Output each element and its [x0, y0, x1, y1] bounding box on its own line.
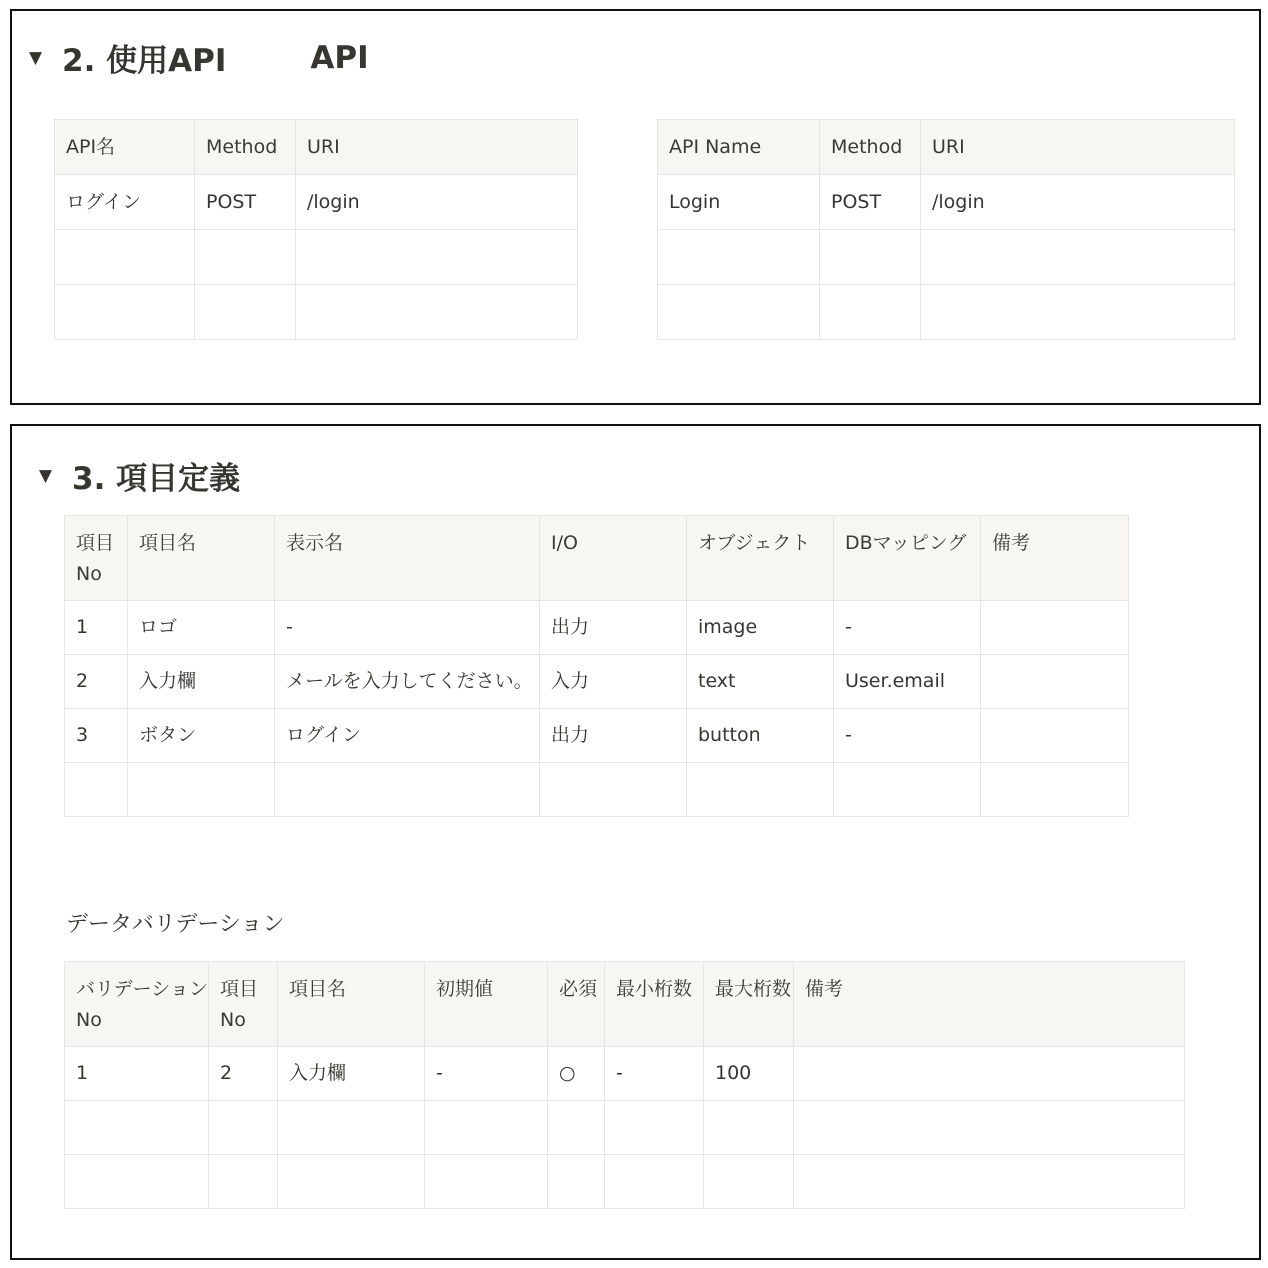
items-section-heading[interactable]: [39, 453, 240, 498]
column-header-label: I/O: [551, 532, 578, 554]
table-cell-value: [220, 1155, 266, 1166]
table-cell[interactable]: [65, 1101, 209, 1155]
table-cell[interactable]: [425, 1101, 548, 1155]
table-row: [65, 1101, 1185, 1155]
table-cell[interactable]: [195, 285, 296, 340]
table-cell[interactable]: [834, 655, 981, 709]
column-header[interactable]: [209, 962, 278, 1047]
table-cell-value: -: [616, 1062, 623, 1084]
table-cell[interactable]: [981, 601, 1129, 655]
table-cell[interactable]: [55, 230, 195, 285]
table-cell-value: POST: [206, 191, 257, 213]
table-cell[interactable]: [704, 1101, 794, 1155]
table-row: [65, 655, 1129, 709]
table-cell-value: [616, 1155, 692, 1166]
table-cell[interactable]: [296, 285, 578, 340]
toggle-triangle-icon[interactable]: ▼: [29, 47, 43, 68]
items-section-panel: [10, 424, 1261, 1260]
column-header-label: API名: [66, 136, 116, 158]
table-cell-value: 100: [715, 1062, 752, 1084]
table-cell-value: ○: [559, 1062, 576, 1084]
column-header-label: 項目: [220, 978, 259, 1000]
items-section-title: 3. 項目定義: [72, 461, 241, 497]
table-cell-value: /login: [307, 191, 360, 213]
column-header-label: 項目名: [289, 978, 347, 1000]
table-cell[interactable]: [128, 655, 275, 709]
table-cell-value: ロゴ: [139, 616, 178, 638]
column-header-label: 項目: [76, 532, 115, 554]
table-row: [65, 601, 1129, 655]
table-cell-value: [715, 1101, 782, 1112]
table-cell-value: [307, 285, 566, 297]
column-header[interactable]: [540, 516, 687, 601]
table-cell[interactable]: [687, 655, 834, 709]
table-cell-value: [76, 1101, 197, 1112]
toggle-triangle-icon[interactable]: ▼: [39, 465, 53, 486]
table-row: [658, 175, 1235, 230]
table-cell[interactable]: [921, 285, 1235, 340]
table-row: [658, 230, 1235, 285]
table-cell-value: 出力: [551, 724, 590, 746]
table-cell[interactable]: [55, 285, 195, 340]
table-cell-value: [559, 1155, 593, 1166]
table-cell[interactable]: [278, 1155, 425, 1209]
table-cell-value: button: [698, 724, 761, 746]
table-cell[interactable]: [658, 230, 820, 285]
table-cell[interactable]: [820, 175, 921, 230]
table-header-row: [65, 516, 1129, 601]
table-cell[interactable]: [687, 709, 834, 763]
column-header-label: 備考: [992, 532, 1031, 554]
table-cell-value: ボタン: [139, 724, 197, 746]
table-cell[interactable]: [820, 285, 921, 340]
table-cell[interactable]: [65, 601, 128, 655]
column-header[interactable]: [820, 120, 921, 175]
table-cell[interactable]: [55, 175, 195, 230]
table-cell[interactable]: [275, 709, 540, 763]
table-cell[interactable]: [296, 175, 578, 230]
column-header-label: 最大桁数: [715, 978, 792, 1000]
table-cell[interactable]: [540, 655, 687, 709]
table-cell-value: [286, 763, 528, 774]
table-cell[interactable]: [605, 1101, 704, 1155]
table-cell-value: [559, 1101, 593, 1112]
table-cell-value: Login: [669, 191, 721, 213]
table-cell[interactable]: [195, 175, 296, 230]
table-cell-value: [715, 1155, 782, 1166]
table-cell[interactable]: [658, 175, 820, 230]
table-row: [55, 175, 578, 230]
table-cell[interactable]: [981, 709, 1129, 763]
table-cell-value: メールを入力してください。: [286, 670, 533, 692]
column-header[interactable]: [834, 516, 981, 601]
table-cell[interactable]: [65, 655, 128, 709]
table-cell-value: 入力: [551, 670, 590, 692]
column-header-label: バリデーション: [76, 978, 208, 1000]
api-section-heading[interactable]: [29, 35, 369, 80]
table-cell-value: -: [286, 616, 293, 638]
table-cell-value: [669, 230, 808, 242]
column-header-label: 項目名: [139, 532, 197, 554]
table-cell-value: [992, 709, 1117, 720]
table-cell[interactable]: [981, 655, 1129, 709]
column-header-label: 初期値: [436, 978, 494, 1000]
table-cell[interactable]: [540, 763, 687, 817]
table-cell-value: 3: [76, 724, 89, 746]
table-cell[interactable]: [794, 1101, 1185, 1155]
column-header-label: No: [76, 1009, 102, 1031]
column-header[interactable]: [65, 962, 209, 1047]
table-cell-value: [831, 230, 909, 242]
table-cell[interactable]: [658, 285, 820, 340]
table-header-row: [65, 962, 1185, 1047]
table-cell-value: [932, 285, 1223, 297]
table-cell-value: 入力欄: [289, 1062, 347, 1084]
api-section-title: 2. 使用API: [62, 43, 227, 79]
column-header-label: Method: [206, 136, 278, 158]
table-cell[interactable]: [834, 601, 981, 655]
table-cell-value: image: [698, 616, 758, 638]
table-cell[interactable]: [128, 763, 275, 817]
table-cell[interactable]: [605, 1155, 704, 1209]
column-header-label: No: [76, 563, 102, 585]
table-cell[interactable]: [65, 763, 128, 817]
table-row: [55, 230, 578, 285]
table-cell-value: [206, 285, 284, 297]
table-cell-value: [831, 285, 909, 297]
table-cell[interactable]: [128, 709, 275, 763]
items-definition-table: [64, 515, 1129, 817]
table-cell[interactable]: [209, 1047, 278, 1101]
api-section-title-suffix: API: [310, 39, 369, 76]
table-cell-value: /login: [932, 191, 985, 213]
table-row: [658, 285, 1235, 340]
table-cell[interactable]: [425, 1155, 548, 1209]
column-header[interactable]: [921, 120, 1235, 175]
column-header-label: 表示名: [286, 532, 344, 554]
table-cell-value: 入力欄: [139, 670, 197, 692]
column-header-label: 必須: [559, 978, 598, 1000]
validation-subheading: データバリデーション: [66, 912, 285, 937]
table-cell-value: [551, 763, 675, 774]
table-header-row: [658, 120, 1235, 175]
table-cell-value: [992, 763, 1117, 774]
table-row: [65, 1047, 1185, 1101]
table-cell-value: 1: [76, 616, 89, 638]
table-cell-value: [289, 1101, 413, 1112]
column-header[interactable]: [605, 962, 704, 1047]
column-header[interactable]: [128, 516, 275, 601]
column-header[interactable]: [981, 516, 1129, 601]
column-header-label: DBマッピング: [845, 532, 967, 554]
table-cell[interactable]: [548, 1155, 605, 1209]
table-cell[interactable]: [65, 709, 128, 763]
table-cell-value: [307, 230, 566, 242]
table-cell[interactable]: [278, 1101, 425, 1155]
column-header[interactable]: [55, 120, 195, 175]
table-cell[interactable]: [296, 230, 578, 285]
table-cell[interactable]: [687, 601, 834, 655]
table-cell-value: -: [845, 724, 852, 746]
table-cell-value: [698, 763, 822, 774]
table-cell[interactable]: [540, 709, 687, 763]
table-cell-value: ログイン: [286, 724, 362, 746]
table-cell-value: [139, 763, 263, 774]
api-section-panel: [10, 9, 1261, 405]
table-cell[interactable]: [65, 1047, 209, 1101]
table-row: [65, 1155, 1185, 1209]
table-cell-value: [805, 1101, 1173, 1112]
table-cell[interactable]: [794, 1155, 1185, 1209]
table-cell-value: [805, 1155, 1173, 1166]
column-header[interactable]: [65, 516, 128, 601]
table-cell-value: [436, 1155, 536, 1166]
table-cell-value: [805, 1047, 1173, 1058]
table-cell[interactable]: [209, 1155, 278, 1209]
table-cell[interactable]: [820, 230, 921, 285]
column-header-label: 最小桁数: [616, 978, 693, 1000]
column-header-label: API Name: [669, 136, 762, 158]
table-row: [65, 709, 1129, 763]
column-header-label: No: [220, 1009, 246, 1031]
table-cell[interactable]: [275, 601, 540, 655]
column-header-label: URI: [307, 136, 340, 158]
table-cell[interactable]: [209, 1101, 278, 1155]
table-cell-value: [845, 763, 969, 774]
table-cell[interactable]: [834, 709, 981, 763]
column-header[interactable]: [195, 120, 296, 175]
table-header-row: [55, 120, 578, 175]
column-header[interactable]: [275, 516, 540, 601]
table-cell[interactable]: [704, 1047, 794, 1101]
table-cell[interactable]: [548, 1101, 605, 1155]
table-cell-value: [616, 1101, 692, 1112]
column-header-label: Method: [831, 136, 903, 158]
table-cell-value: [206, 230, 284, 242]
table-cell-value: 出力: [551, 616, 590, 638]
column-header[interactable]: [296, 120, 578, 175]
table-cell[interactable]: [548, 1047, 605, 1101]
table-cell[interactable]: [921, 230, 1235, 285]
table-cell[interactable]: [65, 1155, 209, 1209]
table-cell-value: User.email: [845, 670, 946, 692]
table-cell[interactable]: [128, 601, 275, 655]
table-cell-value: text: [698, 670, 736, 692]
table-cell-value: [289, 1155, 413, 1166]
table-cell-value: 2: [76, 670, 89, 692]
column-header[interactable]: [704, 962, 794, 1047]
table-cell[interactable]: [540, 601, 687, 655]
table-cell-value: 2: [220, 1062, 233, 1084]
column-header[interactable]: [548, 962, 605, 1047]
table-cell[interactable]: [278, 1047, 425, 1101]
table-cell-value: [992, 655, 1117, 666]
table-cell[interactable]: [834, 763, 981, 817]
column-header-label: 備考: [805, 978, 844, 1000]
table-cell[interactable]: [195, 230, 296, 285]
table-cell-value: [76, 1155, 197, 1166]
table-cell[interactable]: [794, 1047, 1185, 1101]
table-cell-value: [992, 601, 1117, 612]
column-header[interactable]: [794, 962, 1185, 1047]
column-header[interactable]: [278, 962, 425, 1047]
column-header[interactable]: [687, 516, 834, 601]
table-cell-value: ログイン: [66, 191, 142, 213]
table-cell-value: [932, 230, 1223, 242]
table-row: [55, 285, 578, 340]
table-cell[interactable]: [275, 763, 540, 817]
api-table-ja: [54, 119, 578, 340]
table-cell[interactable]: [981, 763, 1129, 817]
table-cell[interactable]: [704, 1155, 794, 1209]
api-table-en: [657, 119, 1235, 340]
table-cell-value: [66, 285, 183, 297]
table-cell-value: 1: [76, 1062, 89, 1084]
column-header-label: URI: [932, 136, 965, 158]
table-cell-value: [76, 763, 116, 774]
table-cell-value: [220, 1101, 266, 1112]
column-header-label: オブジェクト: [698, 532, 811, 554]
table-cell-value: -: [845, 616, 852, 638]
validation-table: [64, 961, 1185, 1209]
table-cell-value: [669, 285, 808, 297]
column-header[interactable]: [425, 962, 548, 1047]
table-cell[interactable]: [605, 1047, 704, 1101]
table-cell-value: [66, 230, 183, 242]
table-cell-value: -: [436, 1062, 443, 1084]
table-cell[interactable]: [921, 175, 1235, 230]
table-cell-value: POST: [831, 191, 882, 213]
column-header[interactable]: [658, 120, 820, 175]
table-cell[interactable]: [275, 655, 540, 709]
table-row: [65, 763, 1129, 817]
table-cell-value: [436, 1101, 536, 1112]
table-cell[interactable]: [425, 1047, 548, 1101]
table-cell[interactable]: [687, 763, 834, 817]
